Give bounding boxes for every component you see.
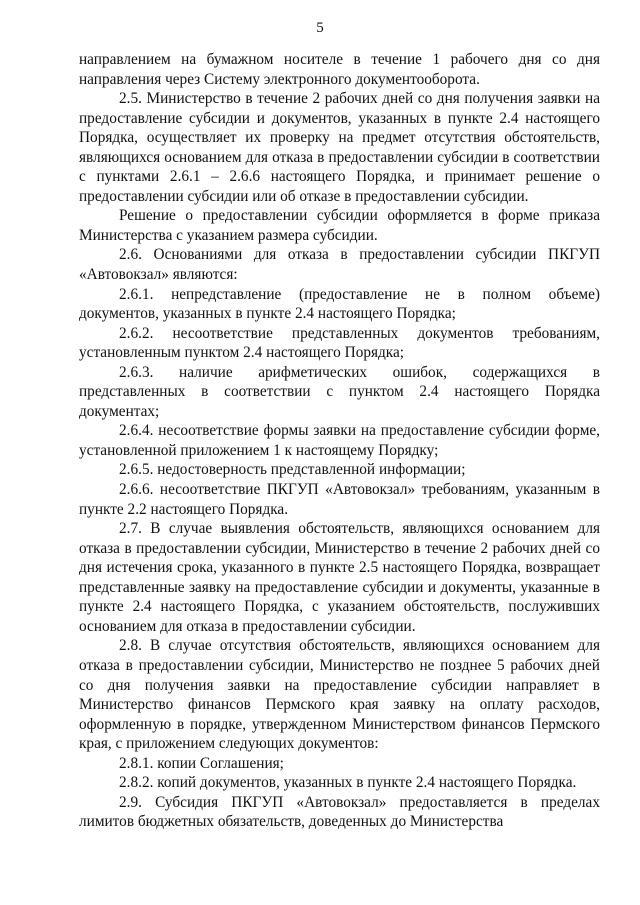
document-body [79, 50, 600, 832]
paragraph-2-5: 2.5. Министерство в течение 2 рабочих дней со дня получения заявки на предоставление субсидии и документов, указанных в пункте 2.4 настоящего Порядка, осуществляет их проверку на предмет отсутствия обстоятельств, являющихся основанием для отказа в предоставлении субсидии в соответствии с пунктами 2.6.1 – 2.6.6 настоящего Порядка, и принимает решение о предоставлении субсидии или об отказе в предоставлении субсидии. [79, 90, 600, 205]
paragraph-2-8-2: 2.8.2. копий документов, указанных в пункте 2.4 настоящего Порядка. [119, 774, 577, 792]
paragraph-2-9: 2.9. Субсидия ПКГУП «Автовокзал» предоставляется в пределах лимитов бюджетных обязательств, доведенных до Министерства [79, 793, 600, 831]
paragraph-decision: Решение о предоставлении субсидии оформляется в форме приказа Министерства с указанием размера субсидии. [79, 207, 600, 244]
paragraph-2-7: 2.7. В случае выявления обстоятельств, являющихся основанием для отказа в предоставлении субсидии, Министерство в течение 2 рабочих дней со дня истечения срока, указанного в пункте 2.5 настоящего Порядка, возвращает представленные заявку на предоставление субсидии и документы, указанные в пункте 2.4 настоящего Порядка, с указанием обстоятельств, послуживших основанием для отказа в предоставлении субсидии. [79, 520, 600, 635]
paragraph-2-6-1: 2.6.1. непредставление (предоставление не в полном объеме) документов, указанных в пункте 2.4 настоящего Порядка; [79, 285, 600, 323]
paragraph-2-8-1: 2.8.1. копии Соглашения; [119, 754, 284, 772]
paragraph-2-6-6: 2.6.6. несоответствие ПКГУП «Автовокзал» требованиям, указанным в пункте 2.2 настоящего Порядка. [79, 481, 600, 518]
paragraph-2-8: 2.8. В случае отсутствия обстоятельств, являющихся основанием для отказа в предоставлении субсидии, Министерство не позднее 5 рабочих дней со дня получения заявки на предоставление субсидии направляет в Министерство финансов Пермского края заявку на оплату расходов, оформленную в порядке, утвержденном Министерством финансов Пермского края, с приложением следующих документов: [79, 637, 600, 753]
paragraph-2-6-5: 2.6.5. недостоверность представленной информации; [119, 461, 466, 479]
page-number: 5 [316, 20, 324, 36]
paragraph-continuation: направлением на бумажном носителе в течение 1 рабочего дня со дня направления через Систему электронного документооборота. [79, 51, 600, 88]
paragraph-2-6-2: 2.6.2. несоответствие представленных документов требованиям, установленным пунктом 2.4 настоящего Порядка; [79, 324, 600, 362]
paragraph-2-6: 2.6. Основаниями для отказа в предоставлении субсидии ПКГУП «Автовокзал» являются: [79, 246, 600, 284]
paragraph-2-6-3: 2.6.3. наличие арифметических ошибок, содержащихся в представленных в соответствии с пунктом 2.4 настоящего Порядка документах; [79, 363, 600, 420]
paragraph-2-6-4: 2.6.4. несоответствие формы заявки на предоставление субсидии форме, установленной приложением 1 к настоящему Порядку; [79, 422, 600, 459]
